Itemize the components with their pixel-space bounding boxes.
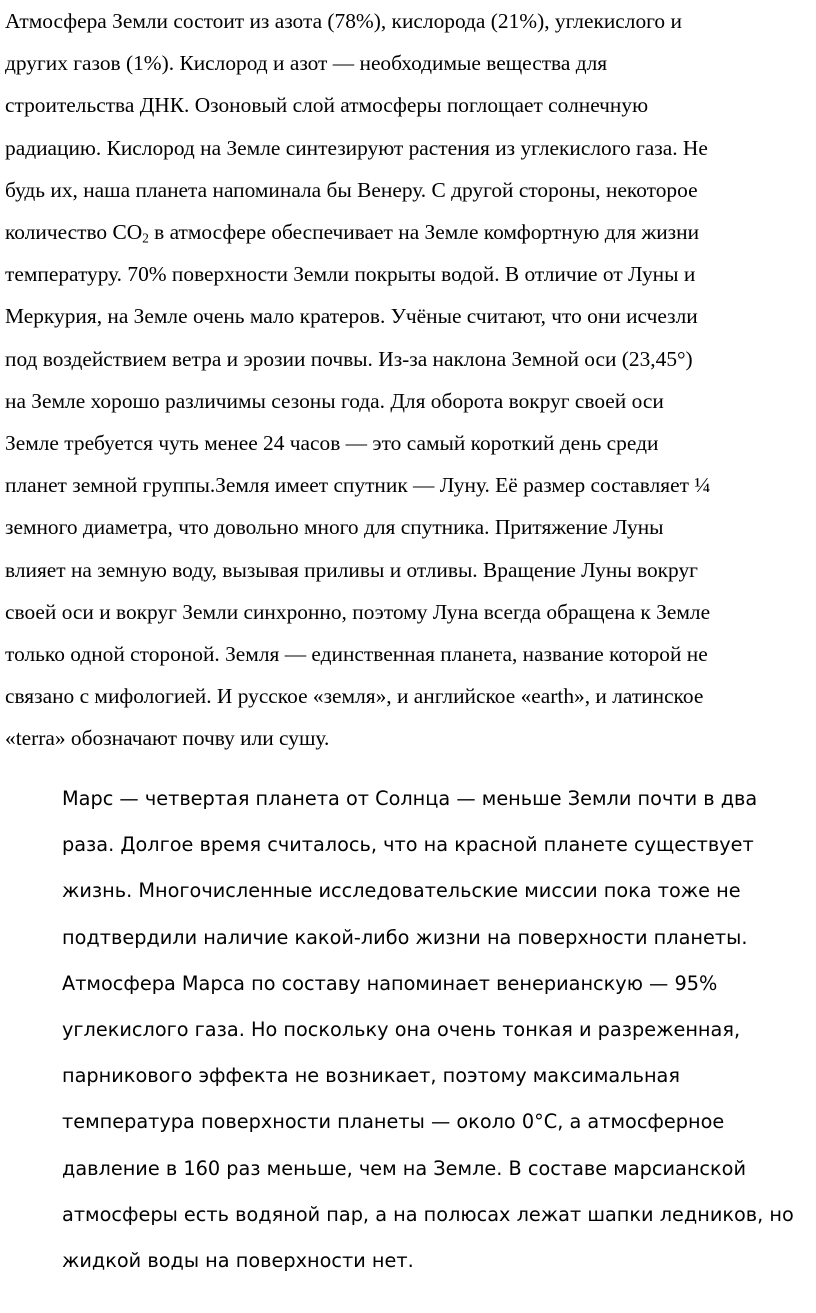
earth-line: только одной стороной. Земля — единственная планета, название которой не — [5, 642, 708, 667]
earth-paragraph — [5, 0, 816, 760]
mars-line: жизнь. Многочисленные исследовательские миссии пока тоже не — [62, 879, 741, 903]
mars-line: парникового эффекта не возникает, поэтому максимальная — [62, 1064, 680, 1088]
earth-line: Атмосфера Земли состоит из азота (78%), кислорода (21%), углекислого и — [5, 9, 682, 33]
earth-line: строительства ДНК. Озоновый слой атмосферы поглощает солнечную — [5, 93, 649, 118]
mars-paragraph — [62, 776, 816, 1284]
mars-line: раза. Долгое время считалось, что на красной планете существует — [62, 833, 754, 857]
earth-line: температуру. 70% поверхности Земли покрыты водой. В отличие от Луны и — [5, 262, 696, 287]
earth-line: своей оси и вокруг Земли синхронно, поэтому Луна всегда обращена к Земле — [5, 599, 711, 624]
earth-line: Земле требуется чуть менее 24 часов — это самый короткий день среди — [5, 431, 659, 456]
earth-line: земного диаметра, что довольно много для спутника. Притяжение Луны — [5, 515, 664, 540]
mars-line: атмосферы есть водяной пар, а на полюсах лежат шапки ледников, но — [62, 1202, 794, 1226]
earth-line: других газов (1%). Кислород и азот — необходимые вещества для — [5, 51, 608, 76]
mars-line: жидкой воды на поверхности нет. — [62, 1249, 414, 1273]
co2-text-before: количество СО — [5, 220, 143, 245]
earth-line: будь их, наша планета напоминала бы Венеру. С другой стороны, некоторое — [5, 177, 698, 202]
earth-line: «terra» обозначают почву или сушу. — [5, 726, 330, 751]
earth-line: под воздействием ветра и эрозии почвы. Из-за наклона Земной оси (23,45°) — [5, 346, 693, 371]
mars-line: углекислого газа. Но поскольку она очень тонкая и разреженная, — [62, 1018, 741, 1042]
earth-line: влияет на земную воду, вызывая приливы и отливы. Вращение Луны вокруг — [5, 557, 698, 582]
earth-line-co2 — [5, 211, 816, 253]
mars-line: подтвердили наличие какой-либо жизни на поверхности планеты. — [62, 925, 748, 949]
mars-line: Атмосфера Марса по составу напоминает венерианскую — 95% — [62, 971, 718, 995]
earth-line: радиацию. Кислород на Земле синтезируют растения из углекислого газа. Не — [5, 135, 708, 160]
earth-line: Меркурия, на Земле очень мало кратеров. Учёные считают, что они исчезли — [5, 304, 698, 329]
earth-line: планет земной группы.Земля имеет спутник — Луну. Её размер составляет ¼ — [5, 473, 711, 498]
mars-line: температура поверхности планеты — около 0°С, а атмосферное — [62, 1110, 725, 1134]
co2-text-after: в атмосфере обеспечивает на Земле комфортную для жизни — [148, 220, 700, 245]
earth-line: связано с мифологией. И русское «земля», и английское «earth», и латинское — [5, 684, 704, 709]
earth-line: на Земле хорошо различимы сезоны года. Для оборота вокруг своей оси — [5, 388, 664, 413]
mars-line: давление в 160 раз меньше, чем на Земле. В составе марсианской — [62, 1156, 747, 1180]
mars-line: Марс — четвертая планета от Солнца — меньше Земли почти в два — [62, 787, 758, 810]
co2-subscript: 2 — [142, 230, 149, 246]
